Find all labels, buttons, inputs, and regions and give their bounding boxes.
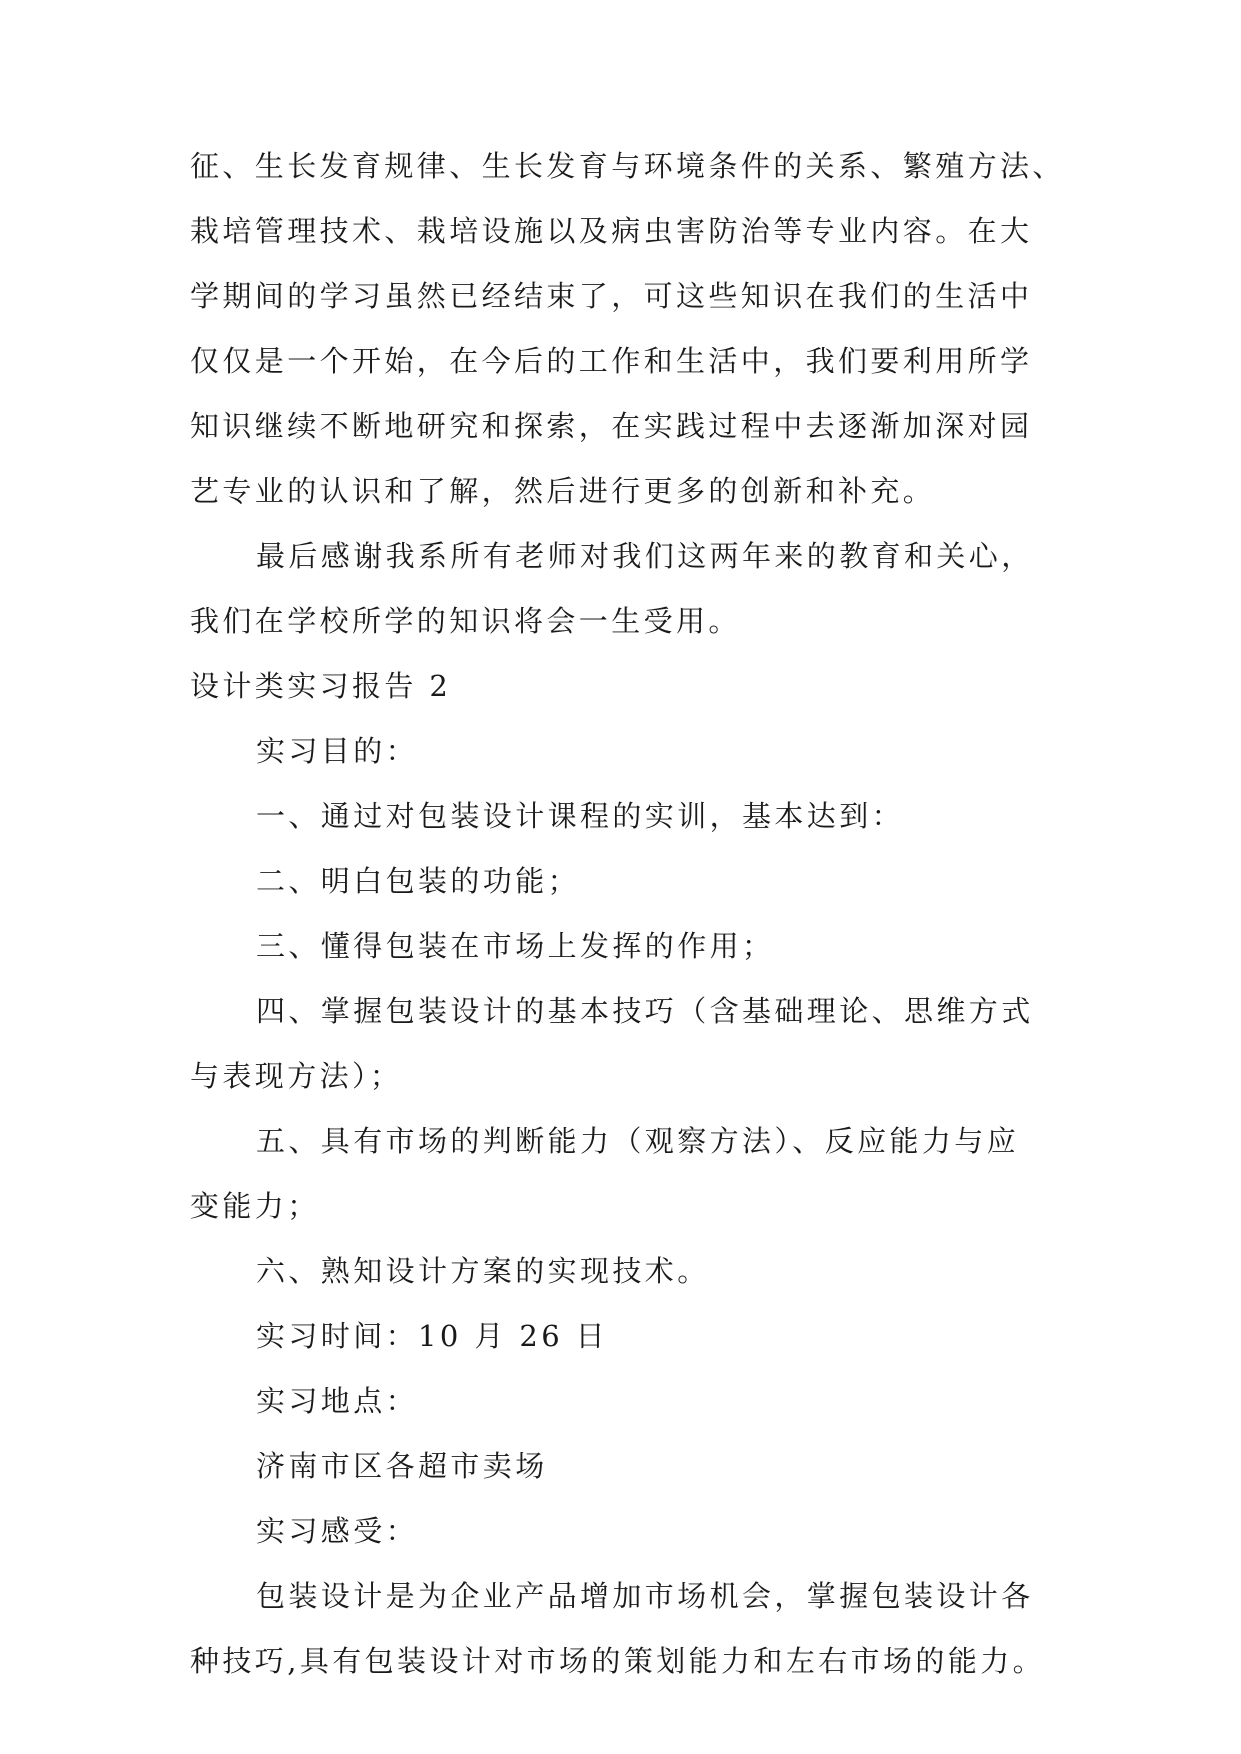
paragraph-line: 实习地点： bbox=[256, 1384, 419, 1418]
body-text-line: 栽培管理技术、栽培设施以及病虫害防治等专业内容。在大 bbox=[190, 214, 1033, 248]
body-text-line: 种技巧,具有包装设计对市场的策划能力和左右市场的能力。 bbox=[190, 1644, 1046, 1678]
body-text-line: 仅仅是一个开始，在今后的工作和生活中，我们要利用所学 bbox=[190, 344, 1033, 378]
paragraph-line: 三、懂得包装在市场上发挥的作用； bbox=[256, 929, 775, 963]
paragraph-line: 实习目的： bbox=[256, 734, 419, 768]
section-heading: 设计类实习报告 2 bbox=[190, 669, 452, 703]
body-text-line: 变能力； bbox=[190, 1189, 320, 1223]
body-text-line: 知识继续不断地研究和探索，在实践过程中去逐渐加深对园 bbox=[190, 409, 1033, 443]
body-text-line: 征、生长发育规律、生长发育与环境条件的关系、繁殖方法、 bbox=[190, 149, 1065, 183]
body-text-line: 与表现方法）； bbox=[190, 1059, 403, 1093]
body-text-line: 艺专业的认识和了解，然后进行更多的创新和补充。 bbox=[190, 474, 936, 508]
paragraph-line: 五、具有市场的判断能力（观察方法）、反应能力与应 bbox=[256, 1124, 1020, 1158]
paragraph-line: 六、熟知设计方案的实现技术。 bbox=[256, 1254, 710, 1288]
paragraph-line: 最后感谢我系所有老师对我们这两年来的教育和关心， bbox=[256, 539, 1034, 573]
paragraph-line: 二、明白包装的功能； bbox=[256, 864, 581, 898]
paragraph-line: 一、通过对包装设计课程的实训，基本达到： bbox=[256, 799, 905, 833]
paragraph-line: 济南市区各超市卖场 bbox=[256, 1449, 548, 1483]
paragraph-line: 实习时间：10 月 26 日 bbox=[256, 1319, 609, 1353]
paragraph-line: 实习感受： bbox=[256, 1514, 419, 1548]
paragraph-line: 包装设计是为企业产品增加市场机会，掌握包装设计各 bbox=[256, 1579, 1034, 1613]
body-text-line: 我们在学校所学的知识将会一生受用。 bbox=[190, 604, 741, 638]
body-text-line: 学期间的学习虽然已经结束了，可这些知识在我们的生活中 bbox=[190, 279, 1033, 313]
paragraph-line: 四、掌握包装设计的基本技巧（含基础理论、思维方式 bbox=[256, 994, 1034, 1028]
